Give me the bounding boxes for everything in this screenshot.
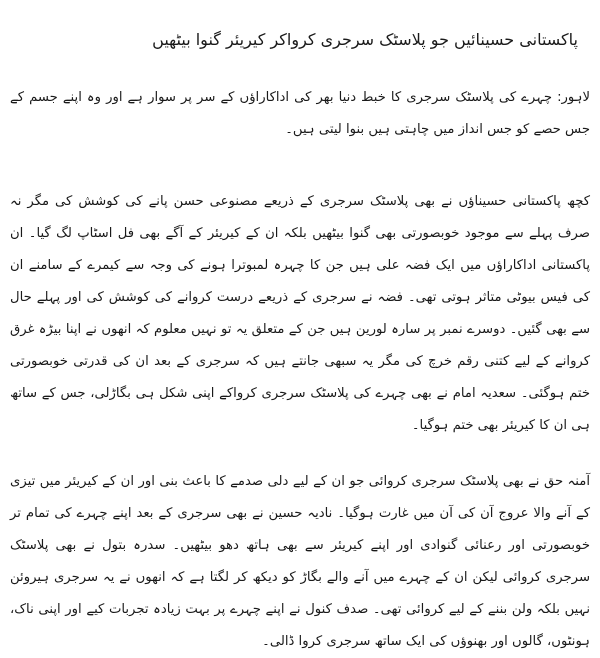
article-paragraph-3: آمنہ حق نے بھی پلاسٹک سرجری کروائی جو ان کے لیے دلی صدمے کا باعث بنی اور ان کے کیریئر میں تیزی کے آنے والا عروج آن کی آن میں غارت ہوگیا۔ نادیہ حسین نے بھی سرجری کے بعد اپنے چہرے کی تمام تر خوبصورتی اور رعنائی گنوادی اور اپنے کیریئر سے بھی ہاتھ دھو بیٹھیں۔ سدرہ بتول نے بھی پلاسٹک سرجری کروائی لیکن ان کے چہرے میں آنے والے بگاڑ کو دیکھ کر لگتا ہے کہ انھوں نے یہ سرجری ہیروئن نہیں بلکہ ولن بننے کے لیے کروائی تھی۔ صدف کنول نے اپنے چہرے پر بہت زیادہ تجربات کیے اور اپنی ناک، ہونٹوں، گالوں اور بھنوؤں کی ایک ساتھ سرجری کروا ڈالی۔: [10, 474, 590, 649]
article-paragraph-intro: لاہور: چہرے کی پلاسٹک سرجری کا خبط دنیا بھر کی اداکاراؤں کے سر پر سوار ہے اور وہ اپنے جسم کے جس حصے کو جس انداز میں چاہتی ہیں بنوا لیتی ہیں۔: [10, 90, 590, 137]
article-paragraph-2: کچھ پاکستانی حسیناؤں نے بھی پلاسٹک سرجری کے ذریعے مصنوعی حسن پانے کی کوشش کی مگر نہ صرف پہلے سے موجود خوبصورتی بھی گنوا بیٹھیں بلکہ ان کے کیریئر کے آگے بھی فل اسٹاپ لگ گیا۔ ان پاکستانی اداکاراؤں میں ایک فضہ علی ہیں جن کا چہرہ لمبوترا ہونے کی وجہ سے کیمرے کے سامنے ان کی فیس بیوٹی متاثر ہوتی تھی۔ فضہ نے سرجری کے ذریعے درست کروانے کی کوشش کی اور پہلے حال سے بھی گئیں۔ دوسرے نمبر پر سارہ لورین ہیں جن کے متعلق یہ تو نہیں معلوم کہ انھوں نے اپنا بیڑہ غرق کروانے کے لیے کتنی رقم خرچ کی مگر یہ سبھی جانتے ہیں کہ سرجری کے بعد ان کی قدرتی خوبصورتی ختم ہوگئی۔ سعدیہ امام نے بھی چہرے کی پلاسٹک سرجری کرواکے اپنی شکل ہی بگاڑلی، جس کے ساتھ ہی ان کا کیریئر بھی ختم ہوگیا۔: [10, 194, 590, 433]
article-title: پاکستانی حسینائیں جو پلاسٹک سرجری کرواکر کیریئر گنوا بیٹھیں: [152, 30, 578, 49]
